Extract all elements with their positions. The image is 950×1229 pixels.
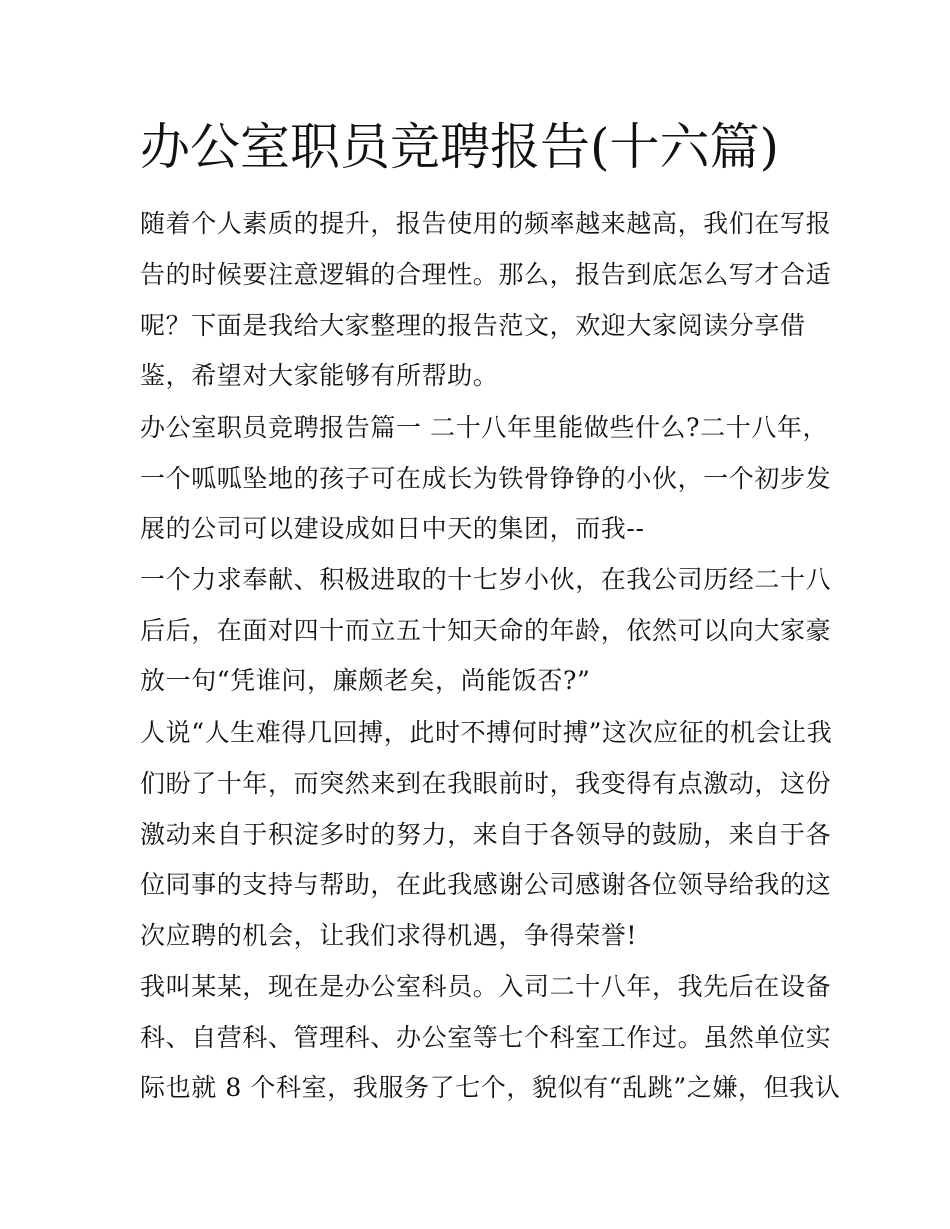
document-title: 办公室职员竞聘报告(十六篇) bbox=[140, 118, 780, 176]
text-line: 激动来自于积淀多时的努力，来自于各领导的鼓励，来自于各 bbox=[140, 820, 832, 849]
text-line: 人说“人生难得几回搏，此时不搏何时搏”这次应征的机会让我 bbox=[140, 718, 833, 747]
text-line: 科、自营科、管理科、办公室等七个科室工作过。虽然单位实 bbox=[140, 1023, 832, 1052]
text-line: 随着个人素质的提升，报告使用的频率越来越高，我们在写报 bbox=[140, 209, 832, 238]
text-line: 位同事的支持与帮助，在此我感谢公司感谢各位领导给我的这 bbox=[140, 870, 832, 899]
text-line: 一个力求奉献、积极进取的十七岁小伙，在我公司历经二十八 bbox=[140, 565, 832, 594]
text-line: 办公室职员竞聘报告篇一 二十八年里能做些什么?二十八年， bbox=[140, 413, 829, 442]
text-line: 后后，在面对四十而立五十知天命的年龄，依然可以向大家豪 bbox=[140, 616, 832, 645]
text-line: 一个呱呱坠地的孩子可在成长为铁骨铮铮的小伙，一个初步发 bbox=[140, 464, 832, 493]
text-line: 鉴，希望对大家能够有所帮助。 bbox=[140, 361, 499, 390]
text-line: 我叫某某，现在是办公室科员。入司二十八年，我先后在设备 bbox=[140, 972, 832, 1001]
text-line: 告的时候要注意逻辑的合理性。那么，报告到底怎么写才合适 bbox=[140, 260, 832, 289]
text-line: 们盼了十年，而突然来到在我眼前时，我变得有点激动，这份 bbox=[140, 769, 832, 798]
text-line: 放一句“凭谁问，廉颇老矣，尚能饭否?” bbox=[140, 666, 591, 695]
text-line: 次应聘的机会，让我们求得机遇，争得荣誉! bbox=[140, 921, 638, 950]
text-line: 际也就 8 个科室，我服务了七个，貌似有“乱跳”之嫌，但我认 bbox=[140, 1073, 841, 1102]
text-line: 展的公司可以建设成如日中天的集团，而我-- bbox=[140, 514, 645, 543]
text-line: 呢？下面是我给大家整理的报告范文，欢迎大家阅读分享借 bbox=[140, 311, 806, 340]
